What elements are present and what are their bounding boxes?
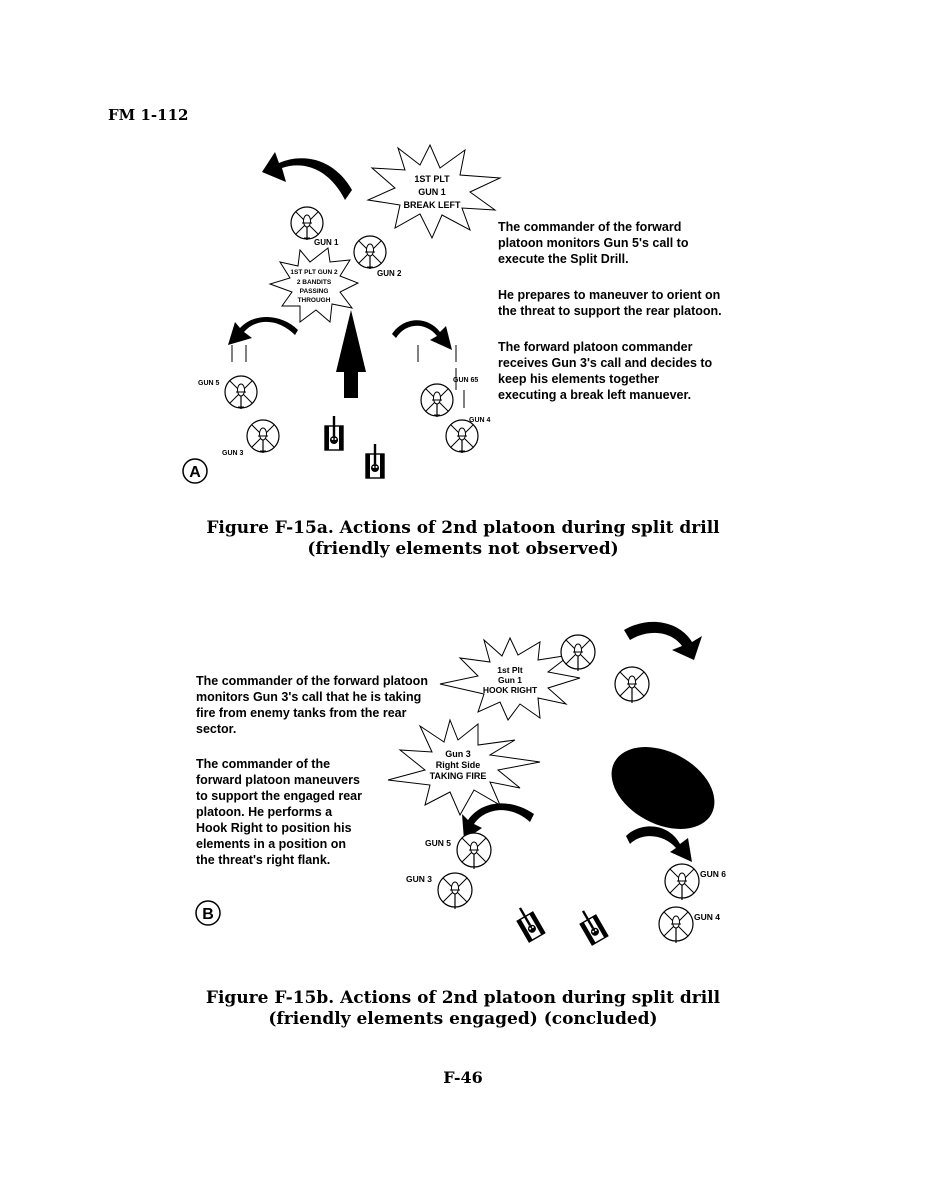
gun-3-label: GUN 3 xyxy=(406,874,432,884)
gun-6-label: GUN 6 xyxy=(700,869,726,879)
tank-icon xyxy=(575,906,608,944)
gun-2-label: GUN 2 xyxy=(377,269,402,278)
svg-text:BREAK LEFT: BREAK LEFT xyxy=(403,200,461,210)
right-turn-arrow xyxy=(392,320,452,350)
gun-5-label: GUN 5 xyxy=(198,380,220,387)
svg-text:THROUGH: THROUGH xyxy=(297,297,331,304)
break-left-arrow xyxy=(262,152,352,200)
left-turn-arrow xyxy=(228,317,298,345)
gun-1-helicopter-icon xyxy=(561,635,595,671)
gun-5-label: GUN 5 xyxy=(425,838,451,848)
svg-text:1ST PLT GUN 2: 1ST PLT GUN 2 xyxy=(290,269,338,276)
gun-3-helicopter-icon xyxy=(438,873,472,909)
gun-4-label: GUN 4 xyxy=(469,417,491,424)
page-number: F-46 xyxy=(443,1068,483,1087)
gun-2-helicopter-icon xyxy=(615,667,649,703)
figure-b-marker-label: B xyxy=(202,906,214,923)
svg-text:2 BANDITS: 2 BANDITS xyxy=(296,279,332,286)
figure-a-caption: Figure F-15a. Actions of 2nd platoon during split drill (friendly elements not observed) xyxy=(206,518,720,559)
right-turn-arrow xyxy=(626,826,692,862)
figure-a-paragraph-2: He prepares to maneuver to orient on the threat to support the rear platoon. xyxy=(498,288,722,318)
figure-a-diagram xyxy=(0,0,926,520)
gun-65-label: GUN 65 xyxy=(453,377,479,384)
hook-right-arrow xyxy=(624,622,702,660)
figure-b-paragraph-1: The commander of the forward platoon monitors Gun 3's call that he is taking fire from enemy tanks from the rear sector. xyxy=(196,674,428,736)
advance-arrow xyxy=(336,310,366,398)
document-id: FM 1-112 xyxy=(108,106,189,124)
svg-text:HOOK RIGHT: HOOK RIGHT xyxy=(482,685,538,695)
svg-text:PASSING: PASSING xyxy=(299,288,329,295)
gun-4-helicopter-icon xyxy=(659,907,693,943)
svg-text:1ST PLT: 1ST PLT xyxy=(414,174,450,184)
svg-text:GUN 1: GUN 1 xyxy=(418,187,446,197)
gun-3-helicopter-icon xyxy=(247,420,279,453)
tank-icon xyxy=(325,416,343,450)
gun-2-helicopter-icon xyxy=(354,236,386,269)
svg-text:1st Plt: 1st Plt xyxy=(497,665,523,675)
figure-a-marker-label: A xyxy=(189,464,201,481)
figure-b-caption: Figure F-15b. Actions of 2nd platoon during split drill (friendly elements engaged) (concluded) xyxy=(205,988,721,1029)
figure-a-paragraph-1: The commander of the forward platoon monitors Gun 5's call to execute the Split Drill. xyxy=(498,220,689,266)
svg-text:TAKING FIRE: TAKING FIRE xyxy=(429,771,487,781)
gun-4-helicopter-icon xyxy=(446,420,478,453)
tank-icon xyxy=(512,903,545,941)
gun-5-helicopter-icon xyxy=(457,833,491,869)
gun-65-helicopter-icon xyxy=(421,384,453,417)
svg-text:Gun 1: Gun 1 xyxy=(497,675,523,685)
gun-1-helicopter-icon xyxy=(291,207,323,240)
svg-text:Right Side: Right Side xyxy=(435,760,481,770)
figure-b-paragraph-2: The commander of the forward platoon maneuvers to support the engaged rear platoon. He performs a Hook Right to position his elements in a position on the threat's right flank. xyxy=(196,757,362,867)
gun-4-label: GUN 4 xyxy=(694,912,720,922)
gun-5-helicopter-icon xyxy=(225,376,257,409)
enemy-area xyxy=(598,730,729,845)
figure-b-diagram xyxy=(0,600,926,980)
gun-1-label: GUN 1 xyxy=(314,238,339,247)
tank-icon xyxy=(366,444,384,478)
gun-6-helicopter-icon xyxy=(665,864,699,900)
svg-text:Gun 3: Gun 3 xyxy=(445,749,471,759)
gun-3-label: GUN 3 xyxy=(222,450,244,457)
figure-a-paragraph-3: The forward platoon commander receives Gun 3's call and decides to keep his elements together executing a break left manuever. xyxy=(498,340,713,402)
